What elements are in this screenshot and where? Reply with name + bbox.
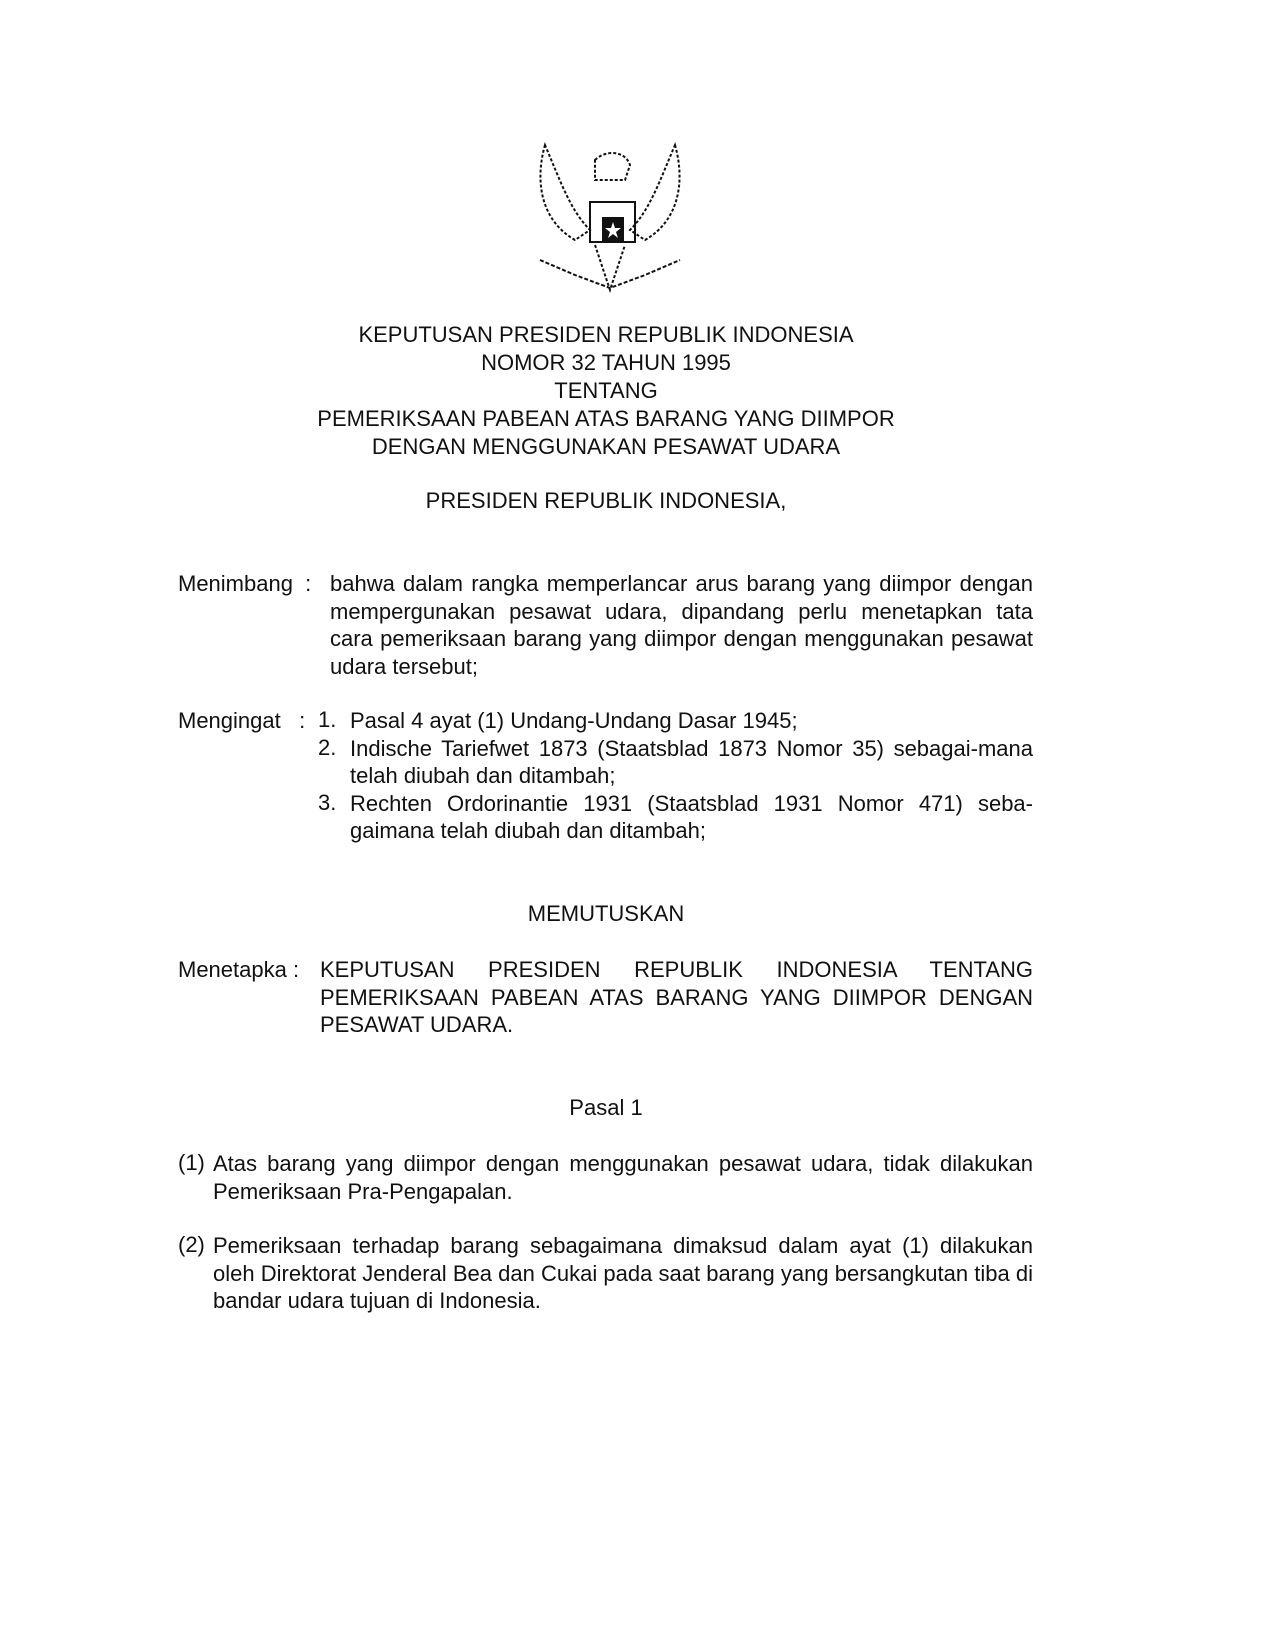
menimbang-label: Menimbang :: [178, 571, 312, 596]
ayat-2: [178, 1232, 1033, 1315]
header-tentang: TENTANG: [554, 378, 658, 403]
memutuskan-heading: MEMUTUSKAN: [527, 901, 685, 926]
pasal-1-title: Pasal 1: [569, 1095, 643, 1120]
mengingat-item: [318, 790, 1033, 845]
president-heading: PRESIDEN REPUBLIK INDONESIA,: [425, 488, 787, 513]
item-text: Rechten Ordorinantie 1931 (Staatsblad 1931 Nomor 471) seba-gaimana telah diubah dan ditambah;: [350, 790, 1033, 843]
ayat-1: [178, 1150, 1033, 1205]
ayat-number: (2): [178, 1232, 205, 1257]
header-title: KEPUTUSAN PRESIDEN REPUBLIK INDONESIA: [358, 322, 854, 347]
item-text: Pasal 4 ayat (1) Undang-Undang Dasar 1945;: [350, 708, 798, 733]
ayat-text: Atas barang yang diimpor dengan menggunakan pesawat udara, tidak dilakukan Pemeriksaan Pra-Pengapalan.: [213, 1151, 1033, 1204]
menetapkan-label: Menetapka :: [178, 957, 300, 982]
item-number: 1.: [318, 707, 337, 732]
menetapkan-text: KEPUTUSAN PRESIDEN REPUBLIK INDONESIA TENTANG PEMERIKSAAN PABEAN ATAS BARANG YANG DIIMPOR DENGAN PESAWAT UDARA.: [320, 957, 1033, 1037]
document-header: [0, 321, 1212, 461]
menimbang-text: bahwa dalam rangka memperlancar arus barang yang diimpor dengan mempergunakan pesawat udara, dipandang perlu menetapkan tata cara pemeriksaan barang yang diimpor dengan menggunakan pesawat udara tersebut;: [330, 571, 1033, 679]
garuda-emblem: [535, 140, 685, 298]
mengingat-item: [318, 735, 1033, 790]
ayat-text: Pemeriksaan terhadap barang sebagaimana dimaksud dalam ayat (1) dilakukan oleh Direktorat Jenderal Bea dan Cukai pada saat barang yang bersangkutan tiba di bandar udara tujuan di Indonesia.: [213, 1233, 1033, 1313]
header-number: NOMOR 32 TAHUN 1995: [481, 350, 731, 375]
mengingat-item: [318, 707, 1033, 735]
item-number: 2.: [318, 734, 337, 760]
header-subject-2: DENGAN MENGGUNAKAN PESAWAT UDARA: [371, 434, 841, 459]
mengingat-list: [318, 707, 1033, 845]
item-number: 3.: [318, 789, 337, 815]
ayat-number: (1): [178, 1150, 205, 1175]
item-text: Indische Tariefwet 1873 (Staatsblad 1873 Nomor 35) sebagai-mana telah diubah dan ditambah;: [350, 735, 1033, 788]
mengingat-label: Mengingat :: [178, 708, 306, 733]
header-subject-1: PEMERIKSAAN PABEAN ATAS BARANG YANG DIIMPOR: [317, 406, 895, 431]
